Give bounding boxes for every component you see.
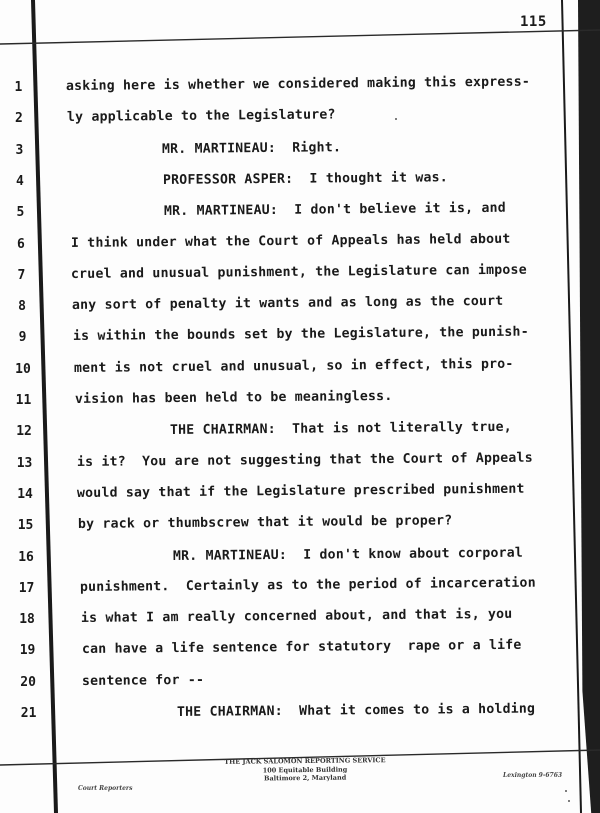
- line-number: 16: [18, 549, 34, 565]
- reporting-service-footer: [205, 756, 405, 784]
- line-number: 3: [15, 142, 24, 158]
- line-number: 13: [16, 455, 33, 471]
- line-number: 6: [17, 236, 25, 252]
- footer-court-reporters: Court Reporters: [78, 785, 133, 792]
- transcript-line: is what I am really concerned about, and that is, you: [80, 606, 513, 627]
- speaker-line: THE CHAIRMAN: What it comes to is a holding: [177, 701, 536, 720]
- header-rule: [0, 30, 600, 44]
- line-number: 19: [19, 643, 36, 659]
- line-number: 8: [18, 299, 26, 315]
- speaker-line: MR. MARTINEAU: I don't believe it is, and: [163, 200, 506, 220]
- line-number: 18: [19, 612, 35, 628]
- transcript-line: any sort of penalty it wants and as long as the court: [72, 293, 504, 314]
- line-number: 12: [16, 424, 32, 440]
- line-number: 4: [16, 173, 24, 189]
- transcript-line: ly applicable to the Legislature?: [67, 107, 336, 126]
- line-number: 15: [17, 518, 34, 534]
- transcript-line: sentence for --: [82, 672, 205, 689]
- scan-speck: [395, 118, 397, 120]
- transcript-line: would say that if the Legislature prescribed punishment: [77, 481, 526, 501]
- speaker-line: PROFESSOR ASPER: I thought it was.: [162, 170, 448, 188]
- footer-phone: Lexington 9-6763: [503, 772, 563, 779]
- transcript-line: is it? You are not suggesting that the Court of Appeals: [76, 450, 533, 470]
- line-number: 14: [17, 486, 33, 502]
- line-number: 7: [17, 267, 26, 283]
- line-number: 5: [16, 205, 25, 221]
- right-margin-rule: [562, 0, 581, 813]
- transcript-line: is within the bounds set by the Legislature, the punish-: [73, 325, 530, 345]
- transcript-line: vision has been held to be meaningless.: [74, 388, 393, 407]
- transcript-line: by rack or thumbscrew that it would be proper?: [78, 513, 453, 533]
- line-number: 1: [14, 80, 23, 95]
- transcript-line: asking here is whether we considered making this express-: [66, 74, 531, 94]
- reporting-service-name: THE JACK SALOMON REPORTING SERVICE: [224, 756, 386, 766]
- transcript-line: I think under what the Court of Appeals has held about: [70, 231, 511, 251]
- scan-speck: [565, 790, 567, 792]
- reporting-service-address-2: Baltimore 2, Maryland: [263, 773, 347, 783]
- reporting-service-address-1: 100 Equitable Building: [262, 765, 348, 774]
- transcript-line: can have a life sentence for statutory rape or a life: [81, 638, 522, 658]
- line-number: 9: [18, 330, 27, 346]
- line-number: 2: [15, 111, 23, 127]
- line-number: 21: [20, 706, 37, 721]
- line-number: 10: [15, 361, 31, 377]
- speaker-line: MR. MARTINEAU: Right.: [161, 139, 342, 157]
- scan-speck: [568, 800, 570, 802]
- line-number: 11: [15, 393, 32, 408]
- transcript-line: punishment. Certainly as to the period of incarceration: [79, 575, 536, 595]
- line-number: 17: [18, 580, 35, 596]
- line-number: 20: [20, 674, 36, 690]
- transcript-line: cruel and unusual punishment, the Legislature can impose: [71, 262, 528, 282]
- speaker-line: MR. MARTINEAU: I don't know about corporal: [173, 545, 524, 564]
- page-number: 115: [520, 14, 547, 30]
- transcript-line: ment is not cruel and unusual, so in effect, this pro-: [73, 356, 514, 376]
- speaker-line: THE CHAIRMAN: That is not literally true,: [169, 420, 512, 439]
